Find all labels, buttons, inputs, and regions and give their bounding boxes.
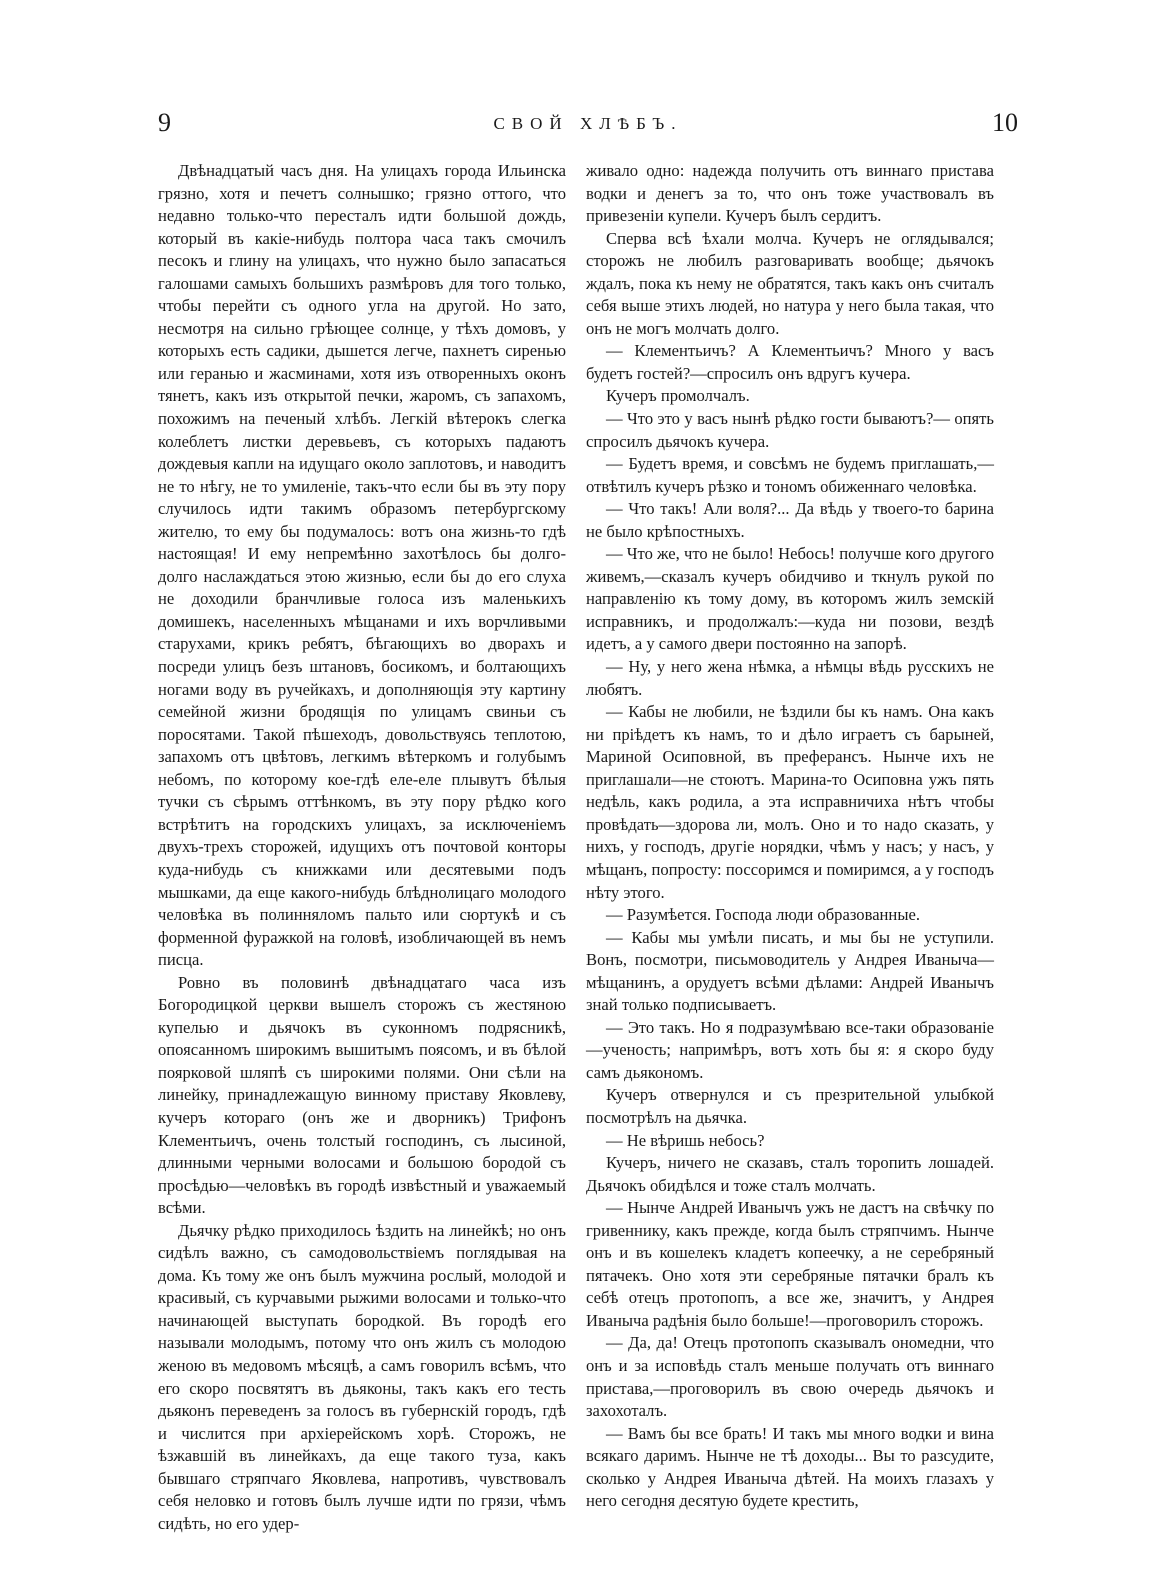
dialogue-line: — Разумѣется. Господа люди образованные. [606, 905, 920, 925]
dialogue-line: — Кабы не любили, не ѣздили бы къ намъ. Она какъ ни пріѣдетъ къ намъ, то и дѣло играетъ съ барыней, Мариной Осиповной, въ преферансъ. Нынче ихъ не приглашали—не стоютъ. Марина-то Осиповна ужъ пять недѣль, какъ родила, а эта исправничиха нѣтъ чтобы провѣдать—здорова ли, молъ. Оно и то надо сказать, у нихъ, у господъ, другіе норядки, чѣмъ у насъ; у насъ, у мѣщанъ, попросту: поссоримся и помиримся, а у господъ нѣту этого. [586, 702, 994, 902]
dialogue-line: — Будетъ время, и совсѣмъ не будемъ приглашать,—отвѣтилъ кучеръ рѣзко и тономъ обиженнаго человѣка. [586, 454, 994, 496]
dialogue-line: — Что же, что не было! Небось! получше кого другого живемъ,—сказалъ кучеръ обидчиво и ткнулъ рукой по направленію къ тому дому, въ которомъ жилъ земскій исправникъ, и продолжалъ:—куда ни позови, вездѣ идетъ, а у самого двери постоянно на запорѣ. [586, 544, 994, 654]
running-title: СВОЙ ХЛѢБЪ. [493, 114, 683, 133]
dialogue-line: — Это такъ. Но я подразумѣваю все-таки образованіе—ученость; напримѣръ, вотъ хоть бы я: я скоро буду самъ дьякономъ. [586, 1017, 994, 1082]
dialogue-line: — Кабы мы умѣли писать, и мы бы не уступили. Вонъ, посмотри, письмоводитель у Андрея Иваныча— мѣщанинъ, а орудуетъ всѣми дѣлами: Андрей Иванычъ знай только подписываетъ. [586, 927, 994, 1015]
dialogue-line: — Не вѣришь небось? [606, 1130, 765, 1150]
right-column [586, 160, 994, 1513]
dialogue-line: — Нынче Андрей Иванычъ ужъ не дастъ на свѣчку по гривеннику, какъ прежде, когда былъ стряпчимъ. Нынче онъ и въ кошелекъ кладетъ копеечку, а не серебряный пятачекъ. Оно хотя эти серебряные пятачки бралъ къ себѣ отецъ протопопъ, а все же, значитъ, у Андрея Иваныча радѣнія было больше!—проговорилъ сторожъ. [586, 1198, 994, 1330]
dialogue-line: — Вамъ бы все брать! И такъ мы много водки и вина всякаго даримъ. Нынче не тѣ доходы... Вы то разсудите, сколько у Андрея Иваныча дѣтей. На моихъ глазахъ у него сегодня десятую будете крестить, [586, 1423, 994, 1511]
dialogue-line: — Ну, у него жена нѣмка, а нѣмцы вѣдь русскихъ не любятъ. [586, 657, 994, 699]
dialogue-line: — Клементьичъ? А Клементьичъ? Много у васъ будетъ гостей?—спросилъ онъ вдругъ кучера. [586, 341, 994, 383]
page-header [158, 108, 1018, 148]
paragraph: Двѣнадцатый часъ дня. На улицахъ города Ильинска грязно, хотя и печетъ солнышко; грязно оттого, что недавно только-что пересталъ идти большой дождь, который въ какіе-нибудь полтора часа такъ смочилъ песокъ и глину на улицахъ, что нужно было запасаться галошами самыхъ большихъ размѣровъ для того только, чтобы перейти съ одного угла на другой. Но зато, несмотря на сильно грѣющее солнце, у тѣхъ домовъ, у которыхъ есть садики, дышется легче, пахнетъ сиренью или геранью и жасминами, хотя изъ отворенныхъ оконъ тянетъ, какъ изъ открытой печки, жаромъ, съ запахомъ, похожимъ на печеный хлѣбъ. Легкій вѣтерокъ слегка колеблетъ листки деревьевъ, съ которыхъ падаютъ дождевыя капли на идущаго около заплотовъ, и наводитъ не то нѣгу, не то умиленіе, такъ-что если бы въ эту пору случилось идти такимъ образомъ петербургскому жителю, то ему бы подумалось: вотъ она жизнь-то гдѣ настоящая! И ему непремѣнно захотѣлось бы долго-долго наслаждаться этою жизнью, если бы до его слуха не доходили бранчливые голоса изъ маленькихъ домишекъ, населенныхъ мѣщанами и ихъ ворчливыми старухами, крикъ ребятъ, бѣгающихъ во дворахъ и посреди улицъ безъ штановъ, босикомъ, и болтающихъ ногами воду въ ручейкахъ, и дополняющія эту картину семейной жизни бродящія по улицамъ свиньи съ поросятами. Такой пѣшеходъ, довольствуясь теплотою, запахомъ отъ цвѣтовъ, легкимъ вѣтеркомъ и голубымъ небомъ, по которому кое-гдѣ еле-еле плывутъ бѣлыя тучки съ сѣрымъ оттѣнкомъ, въ эту пору рѣдко кого встрѣтитъ на городскихъ улицахъ, за исключеніемъ двухъ-трехъ сторожей, идущихъ отъ почтовой конторы куда-нибудь съ книжками или десятевыми подъ мышками, да еще какого-нибудь блѣднолицаго молодого человѣка въ полинняломъ пальто или сюртукѣ и съ форменной фуражкой на головѣ, изобличающей въ немъ писца. [158, 161, 566, 970]
dialogue-line: — Что это у васъ нынѣ рѣдко гости бываютъ?— опять спросилъ дьячокъ кучера. [586, 409, 994, 451]
paragraph: Кучеръ промолчалъ. [606, 386, 750, 406]
dialogue-line: — Что такъ! Али воля?... Да вѣдь у твоего-то барина не было крѣпостныхъ. [586, 499, 994, 541]
paragraph: Кучеръ, ничего не сказавъ, сталъ торопить лошадей. Дьячокъ обидѣлся и тоже сталъ молчать. [586, 1153, 994, 1195]
paragraph: Сперва всѣ ѣхали молча. Кучеръ не оглядывался; сторожъ не любилъ разговаривать вообще; дьячокъ ждалъ, пока къ нему не обратятся, такъ какъ онъ считалъ себя выше этихъ людей, но натура у него была такая, что онъ не могъ молчать долго. [586, 228, 994, 338]
left-column [158, 160, 566, 1535]
dialogue-line: — Да, да! Отецъ протопопъ сказывалъ ономедни, что онъ и за исповѣдь сталъ меньше получать отъ виннаго пристава,—проговорилъ въ свою очередь дьячокъ и захохоталъ. [586, 1333, 994, 1421]
paragraph: Дьячку рѣдко приходилось ѣздить на линейкѣ; но онъ сидѣлъ важно, съ самодовольствіемъ поглядывая на дома. Къ тому же онъ былъ мужчина рослый, молодой и красивый, съ курчавыми рыжими волосами и только-что начинающей выступать бородкой. Въ городѣ его называли молодымъ, потому что онъ жилъ съ молодою женою въ медовомъ мѣсяцѣ, а самъ говорилъ всѣмъ, что его скоро посвятятъ въ дьяконы, такъ какъ его тесть дьяконъ переведенъ за голосъ въ губернскій городъ, гдѣ и числится при архіерейскомъ хорѣ. Сторожъ, не ѣзжавшій въ линейкахъ, да еще такого туза, какъ бывшаго стряпчаго Яковлева, напротивъ, чувствовалъ себя неловко и готовъ былъ лучше идти по грязи, чѣмъ сидѣть, но его удер- [158, 1220, 566, 1533]
paragraph: Кучеръ отвернулся и съ презрительной улыбкой посмотрѣлъ на дьячка. [586, 1085, 994, 1127]
page-number-right: 10 [992, 108, 1018, 137]
page-number-left: 9 [158, 108, 171, 137]
paragraph: Ровно въ половинѣ двѣнадцатаго часа изъ Богородицкой церкви вышелъ сторожъ съ жестяною купелью и дьячокъ въ суконномъ подрясникѣ, опоясанномъ широкимъ вышитымъ поясомъ, и въ бѣлой поярковой шляпѣ съ широкими полями. Они сѣли на линейку, принадлежащую винному приставу Яковлеву, кучеръ котораго (онъ же и дворникъ) Трифонъ Клементьичъ, очень толстый господинъ, съ лысиной, длинными черными волосами и большою бородой съ просѣдью—человѣкъ въ городѣ извѣстный и уважаемый всѣми. [158, 972, 566, 1218]
paragraph-continuation: живало одно: надежда получить отъ виннаго пристава водки и денегъ за то, что онъ тоже участвовалъ въ привезеніи купели. Кучеръ былъ сердитъ. [586, 161, 994, 226]
